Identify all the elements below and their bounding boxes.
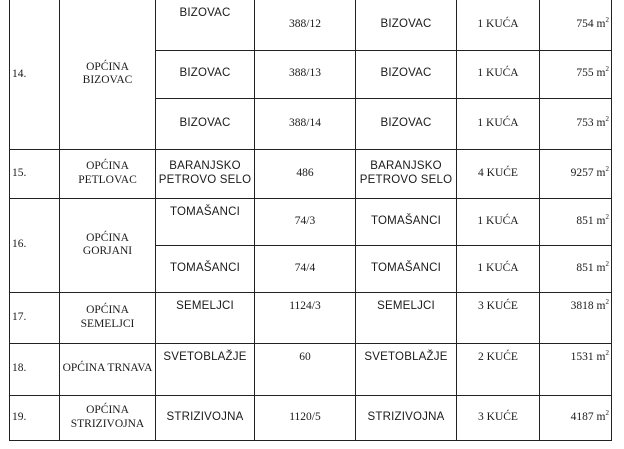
- settlement-cell-2: STRIZIVOJNA: [356, 395, 457, 440]
- plot-number-cell: 388/12: [255, 0, 356, 50]
- houses-count-cell: 1 KUĆA: [457, 0, 540, 50]
- municipality-name: OPĆINA BIZOVAC: [60, 0, 156, 149]
- row-number: 19.: [10, 395, 60, 440]
- settlement-cell: BIZOVAC: [156, 50, 255, 98]
- houses-count-cell: 3 KUĆE: [457, 395, 540, 440]
- settlement-cell-2: BIZOVAC: [356, 50, 457, 98]
- settlement-cell: SEMELJCI: [156, 292, 255, 343]
- plot-number-cell: 74/4: [255, 245, 356, 292]
- row-number: 14.: [10, 0, 60, 149]
- settlement-cell: BIZOVAC: [156, 0, 255, 50]
- area-cell: 9257 $m^2$: [540, 149, 612, 198]
- houses-count-cell: 1 KUĆA: [457, 245, 540, 292]
- settlement-cell-2: BIZOVAC: [356, 98, 457, 149]
- houses-count-cell: 4 KUĆE: [457, 149, 540, 198]
- settlement-cell: TOMAŠANCI: [156, 198, 255, 245]
- municipality-name: OPĆINA PETLOVAC: [60, 149, 156, 198]
- municipality-name: OPĆINA TRNAVA: [60, 343, 156, 395]
- row-number: 16.: [10, 198, 60, 292]
- settlement-cell: TOMAŠANCI: [156, 245, 255, 292]
- plot-number-cell: 1120/5: [255, 395, 356, 440]
- settlement-cell-2: BARANJSKO PETROVO SELO: [356, 149, 457, 198]
- area-cell: 3818 $m^2$: [540, 292, 612, 343]
- houses-count-cell: 1 KUĆA: [457, 98, 540, 149]
- area-cell: 851 $m^2$: [540, 198, 612, 245]
- row-number: 15.: [10, 149, 60, 198]
- plot-number-cell: 60: [255, 343, 356, 395]
- plot-number-cell: 74/3: [255, 198, 356, 245]
- settlement-cell-2: SEMELJCI: [356, 292, 457, 343]
- settlement-cell: SVETOBLAŽJE: [156, 343, 255, 395]
- municipality-name: OPĆINA GORJANI: [60, 198, 156, 292]
- area-cell: 851 $m^2$: [540, 245, 612, 292]
- area-cell: 754 $m^2$: [540, 0, 612, 50]
- municipality-name: OPĆINA STRIZIVOJNA: [60, 395, 156, 440]
- houses-count-cell: 1 KUĆA: [457, 50, 540, 98]
- houses-count-cell: 1 KUĆA: [457, 198, 540, 245]
- houses-count-cell: 3 KUĆE: [457, 292, 540, 343]
- row-number: 18.: [10, 343, 60, 395]
- area-cell: 4187 $m^2$: [540, 395, 612, 440]
- houses-count-cell: 2 KUĆE: [457, 343, 540, 395]
- settlement-cell: BIZOVAC: [156, 98, 255, 149]
- area-cell: 753 $m^2$: [540, 98, 612, 149]
- housing-register-table: [9, 0, 612, 441]
- area-cell: 755 $m^2$: [540, 50, 612, 98]
- settlement-cell-2: TOMAŠANCI: [356, 245, 457, 292]
- settlement-cell-2: TOMAŠANCI: [356, 198, 457, 245]
- settlement-cell: STRIZIVOJNA: [156, 395, 255, 440]
- plot-number-cell: 388/14: [255, 98, 356, 149]
- settlement-cell-2: SVETOBLAŽJE: [356, 343, 457, 395]
- plot-number-cell: 388/13: [255, 50, 356, 98]
- area-cell: 1531 $m^2$: [540, 343, 612, 395]
- row-number: 17.: [10, 292, 60, 343]
- plot-number-cell: 486: [255, 149, 356, 198]
- municipality-name: OPĆINA SEMELJCI: [60, 292, 156, 343]
- settlement-cell-2: BIZOVAC: [356, 0, 457, 50]
- settlement-cell: BARANJSKO PETROVO SELO: [156, 149, 255, 198]
- plot-number-cell: 1124/3: [255, 292, 356, 343]
